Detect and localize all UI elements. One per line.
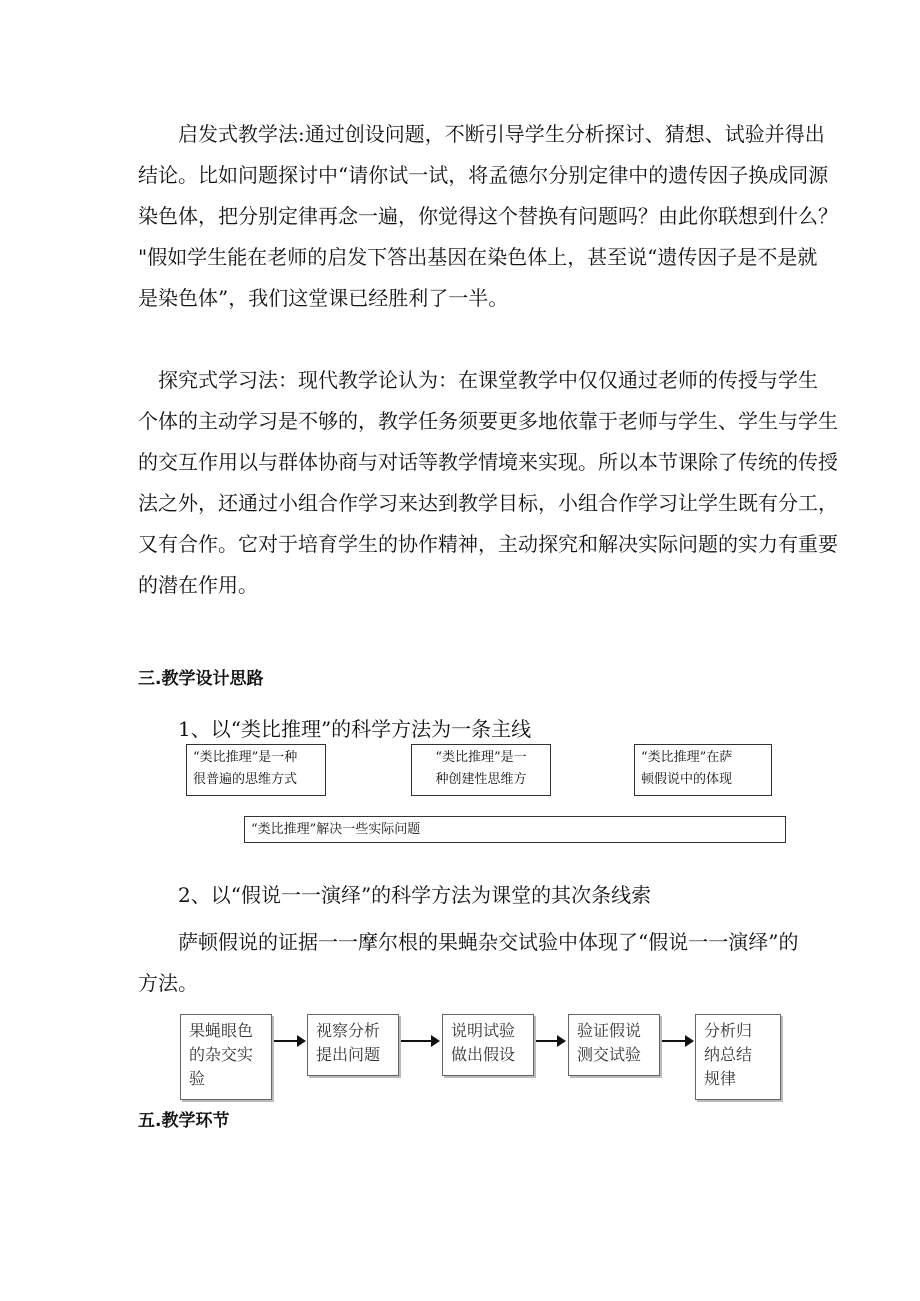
- text-line: 探究式学习法：现代教学论认为：在课堂教学中仅仅通过老师的传授与学生: [138, 368, 818, 392]
- box-line: “类比推理”解决一些实际问题: [251, 822, 421, 837]
- flow-line: 规律: [704, 1069, 737, 1088]
- flow-step-2: [307, 1014, 399, 1076]
- flow-step-1: [180, 1014, 272, 1100]
- item-2-title: 2、以“假说一一演绎”的科学方法为课堂的其次条线索: [178, 883, 652, 907]
- flow-step-3: [442, 1014, 534, 1076]
- text-line: 的潜在作用。: [138, 573, 258, 597]
- flow-arrow-icon: [662, 1040, 692, 1042]
- flow-line: 分析归: [704, 1021, 753, 1040]
- item-1-title: 1、以“类比推理”的科学方法为一条主线: [178, 717, 532, 741]
- section-heading-3: 三.教学设计思路: [138, 669, 264, 689]
- text-line: 萨顿假说的证据一一摩尔根的果蝇杂交试验中体现了“假说一一演绎”的: [178, 930, 799, 954]
- flow-line: 验证假说: [577, 1021, 642, 1040]
- paragraph-sutton-evidence: [138, 922, 818, 1004]
- text-line: 个体的主动学习是不够的，教学任务须要更多地依靠于老师与学生、学生与学生: [138, 409, 838, 433]
- flow-arrow-icon: [401, 1040, 438, 1042]
- text-line: 是染色体”，我们这堂课已经胜利了一半。: [138, 286, 509, 310]
- flow-arrow-icon: [536, 1040, 564, 1042]
- flow-line: 做出假设: [451, 1045, 516, 1064]
- text-line: 结论。比如问题探讨中“请你试一试，将孟德尔分别定律中的遗传因子换成同源: [138, 163, 829, 187]
- analogy-box-3: [634, 744, 772, 796]
- text-line: 法之外，还通过小组合作学习来达到教学目标，小组合作学习让学生既有分工，: [138, 491, 838, 515]
- flow-line: 果蝇眼色: [189, 1021, 254, 1040]
- flow-line: 纳总结: [704, 1045, 753, 1064]
- flow-arrow-icon: [274, 1040, 304, 1042]
- flow-line: 测交试验: [577, 1045, 642, 1064]
- text-line: "假如学生能在老师的启发下答出基因在染色体上，甚至说“遗传因子是不是就: [138, 245, 818, 269]
- box-line: 顿假说中的体现: [641, 772, 733, 787]
- analogy-box-1: [186, 744, 326, 796]
- box-line: 种创建性思维方: [435, 772, 527, 787]
- text-line: 方法。: [138, 971, 198, 995]
- box-line: “类比推理”是一种: [193, 750, 298, 765]
- section-heading-5: 五.教学环节: [138, 1111, 230, 1131]
- flow-step-5: [695, 1014, 781, 1100]
- text-line: 染色体，把分别定律再念一遍，你觉得这个替换有问题吗？由此你联想到什么？: [138, 204, 838, 228]
- paragraph-inquiry-method: [138, 360, 838, 606]
- flow-line: 说明试验: [451, 1021, 516, 1040]
- flow-step-4: [568, 1014, 660, 1076]
- paragraph-heuristic-method: [138, 114, 838, 319]
- flow-line: 验: [189, 1069, 206, 1088]
- text-line: 的交互作用以与群体协商与对话等教学情境来实现。所以本节课除了传统的传授: [138, 450, 838, 474]
- box-line: 很普遍的思维方式: [193, 772, 298, 787]
- box-line: “类比推理”是一: [435, 750, 527, 765]
- text-line: 启发式教学法:通过创设问题，不断引导学生分析探讨、猜想、试验并得出: [138, 122, 825, 146]
- analogy-box-wide: [244, 816, 786, 843]
- box-line: “类比推理”在萨: [641, 750, 733, 765]
- flow-line: 的杂交实: [189, 1045, 254, 1064]
- flow-line: 提出问题: [316, 1045, 381, 1064]
- flow-line: 视察分析: [316, 1021, 381, 1040]
- analogy-box-2: [411, 744, 551, 796]
- text-line: 又有合作。它对于培育学生的协作精神，主动探究和解决实际问题的实力有重要: [138, 532, 838, 556]
